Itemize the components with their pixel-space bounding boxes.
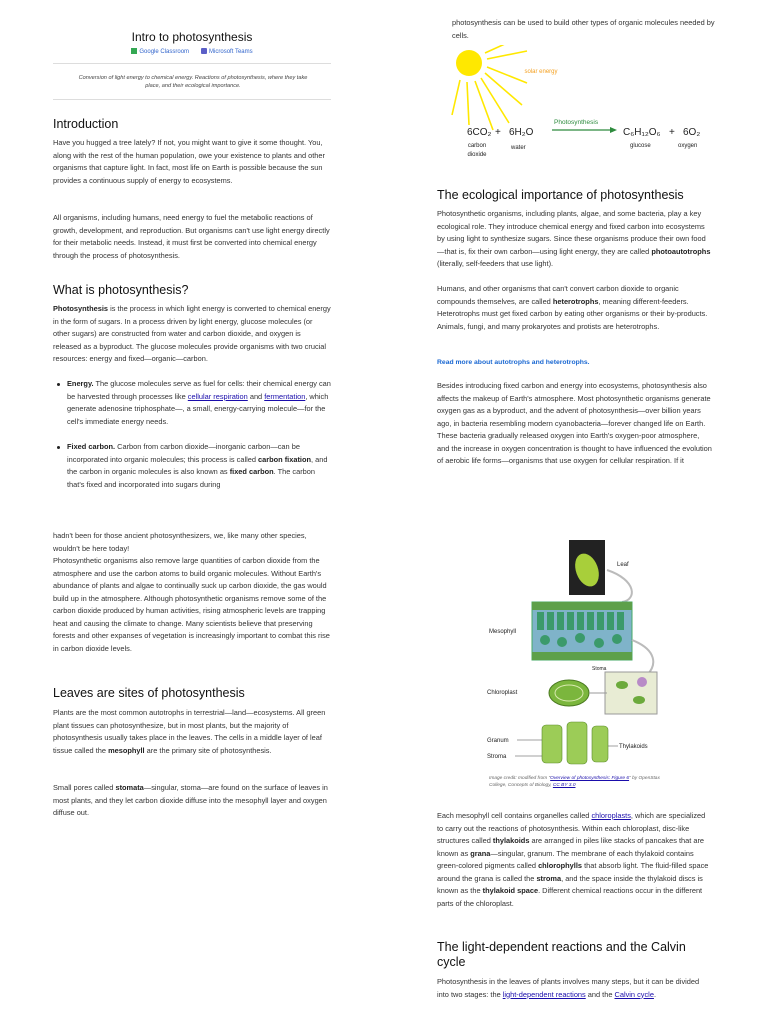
share-bar — [53, 48, 331, 55]
list-item-fixed-carbon — [53, 441, 331, 491]
section-heading-ecological-importance: The ecological importance of photosynthesis — [437, 188, 684, 202]
list-item-energy — [53, 378, 331, 428]
leaf-label: Leaf — [617, 562, 629, 568]
text: Each mesophyll cell contains organelles called — [437, 811, 592, 820]
summary-caption: Conversion of light energy to chemical energy. Reactions of photosynthesis, where they take place, and their ecological importance. — [78, 75, 308, 89]
water-label: water — [511, 145, 526, 151]
cell-chloroplast — [633, 696, 645, 704]
glucose-label: glucose — [630, 143, 651, 149]
text: . Different chemical reactions occur in the different parts of the chloroplast. — [437, 886, 703, 908]
license-link[interactable]: CC BY 3.0 — [552, 783, 576, 788]
microsoft-teams-link[interactable] — [201, 48, 253, 55]
text: The glucose molecules serve as fuel for cells: their chemical energy can be harvested through processes like — [67, 379, 331, 401]
term: carbon fixation — [258, 454, 312, 464]
carbon-dioxide-label: carbon dioxide — [467, 143, 487, 158]
text: , which generate adenosine triphosphate—, a small, energy-carrying molecule—for the cell's immediate energy needs. — [67, 391, 329, 426]
text: Carbon from carbon dioxide—inorganic carbon—can be incorporated into organic molecules; this process is called — [67, 442, 300, 464]
microsoft-teams-icon — [201, 48, 207, 54]
text: that absorb light. The fluid-filled space around the grana is called the — [437, 861, 709, 883]
read-more-link[interactable]: Read more about autotrophs and heterotrophs. — [437, 359, 590, 366]
google-classroom-link[interactable] — [131, 48, 189, 55]
co2-formula: 6CO₂ — [467, 127, 492, 138]
stroma-label: Stroma — [487, 754, 507, 760]
solar-energy-label: solar energy — [524, 69, 558, 75]
light-reactions-paragraph — [437, 976, 712, 1001]
text: (literally, self-feeders that use light). — [437, 259, 554, 268]
continued-paragraph: photosynthesis can be used to build other types of organic molecules needed by cells. — [452, 18, 715, 40]
mesophyll-diagram — [532, 602, 632, 660]
granum-label: Granum — [487, 738, 509, 744]
text: . — [653, 989, 656, 999]
oxygen-label: oxygen — [678, 143, 698, 149]
term: chlorophylls — [538, 861, 583, 870]
stoma-label: Stoma — [592, 666, 607, 672]
light-dependent-reactions-link[interactable]: light-dependent reactions — [502, 989, 586, 999]
sun-disc — [456, 50, 482, 76]
text: , and the space inside the thylakoid discs is known as the — [437, 873, 703, 895]
google-classroom-icon — [131, 48, 137, 54]
calvin-cycle-link[interactable]: Calvin cycle — [614, 989, 654, 999]
text: Photosynthesis in the leaves of plants involves many steps, but it can be divided into two stages: the — [437, 977, 700, 999]
text: —singular, granum. The membrane of each thylakoid contains green-colored pigments called — [437, 848, 694, 870]
term: fixed carbon — [229, 467, 274, 476]
text: Image credit: modified from " — [489, 776, 551, 781]
term: Photosynthesis — [53, 304, 109, 313]
zoom-arrow — [607, 570, 632, 602]
text: , which are specialized to carry out the reactions of photosynthesis. Within each chloroplast, disc-like structures called — [437, 811, 706, 845]
stomata-paragraph — [53, 782, 331, 820]
term: stomata — [115, 783, 144, 792]
definition-paragraph — [53, 303, 331, 366]
cell-diagram — [605, 672, 657, 714]
o2-formula: 6O₂ — [683, 127, 701, 138]
plus-sign: + — [669, 127, 675, 138]
cell-chloroplast — [616, 681, 628, 689]
intro-paragraph: All organisms, including humans, need energy to fuel the metabolic reactions of growth, development, and reproduction. But organisms can't use light energy directly for their metabolic needs. Instead, it must first be converted into chemical energy through the process of photosynthesis. — [53, 213, 330, 260]
text: Humans, and other organisms that can't convert carbon dioxide to organic compounds themselves, are called — [437, 284, 679, 306]
grana-stacks — [542, 722, 608, 764]
text: are arranged in piles like stacks of pancakes that are known as — [437, 836, 705, 858]
glucose-formula: C₆H₁₂O₆ — [623, 127, 661, 138]
term: thylakoids — [492, 836, 530, 845]
text: Photosynthetic organisms, including plants, algae, and some bacteria, play a key ecological role. They introduce chemical energy and fixed carbon into ecosystems by using light to synthesize sugars. Since these organisms produce their own food—that is, fix their own carbon—using light energy, they are called — [437, 209, 706, 256]
photosynthesis-equation-figure — [447, 45, 717, 170]
sun-icon — [452, 45, 527, 130]
heterotrophs-paragraph — [437, 283, 712, 333]
image-credit-link[interactable]: Overview of photosynthesis: Figure 6 — [550, 776, 630, 781]
intro-paragraph: Have you hugged a tree lately? If not, you might want to give it some thought. You, along with the rest of the human population, owe your existence to plants and other organisms that capture light. In fact, most life on Earth is possible because the sun provides a continuous supply of energy to ecosystems. — [53, 138, 325, 185]
text: Small pores called — [53, 783, 116, 792]
term: mesophyll — [108, 745, 145, 755]
photoautotrophs-paragraph — [437, 208, 712, 271]
text: , meaning different-feeders. Heterotrophs must get fixed carbon by eating other organisms or their by-products. Animals, fungi, and many prokaryotes and protists are heterotrophs. — [437, 296, 708, 331]
section-heading-light-reactions: The light-dependent reactions and the Calvin cycle — [437, 940, 686, 969]
section-heading-leaves: Leaves are sites of photosynthesis — [53, 686, 245, 700]
leaves-paragraph — [53, 707, 331, 757]
divider — [53, 99, 331, 100]
google-classroom-label: Google Classroom — [139, 49, 190, 55]
thylakoids-label: Thylakoids — [619, 744, 648, 750]
cellular-respiration-link[interactable]: cellular respiration — [187, 391, 248, 401]
text: —singular, stoma—are found on the surface of leaves in most plants, and they let carbon dioxide diffuse into the mesophyll layer and oxygen diffuse out. — [53, 783, 328, 817]
text: . The carbon that's fixed and incorporated into sugars during — [67, 467, 315, 489]
term: heterotrophs — [552, 296, 599, 306]
chloroplast-paragraph — [437, 810, 712, 910]
upper-epidermis — [532, 602, 632, 610]
resource-list — [53, 378, 331, 491]
reaction-arrow-head — [610, 127, 617, 133]
text: are the primary site of photosynthesis. — [144, 745, 272, 755]
photosynthesis-arrow-label: Photosynthesis — [554, 119, 599, 126]
term: thylakoid space — [482, 886, 539, 895]
divider — [53, 63, 331, 64]
leaf-structure-figure — [487, 530, 677, 788]
carbon-dioxide-paragraph: Photosynthetic organisms also remove large quantities of carbon dioxide from the atmosphere and use the carbon atoms to build organic molecules. Without Earth's abundance of plants and algae to continually suck up carbon dioxide, the gas would build up in the atmosphere. Although photosynthetic organisms remove some of the carbon dioxide produced by human activities, rising atmospheric levels are trapping heat and causing the climate to change. Many scientists believe that preserving forests and other expanses of vegetation is increasingly important to combat this rise in carbon dioxide levels. — [53, 556, 330, 653]
plus-sign: + — [495, 127, 501, 138]
cell-nucleus — [637, 677, 647, 687]
section-heading-what-is-photosynthesis: What is photosynthesis? — [53, 283, 189, 297]
carbon-dioxide-label-box — [459, 142, 495, 164]
lower-epidermis — [532, 652, 632, 660]
atmosphere-paragraph: Besides introducing fixed carbon and energy into ecosystems, photosynthesis also affects the makeup of Earth's atmosphere. Most photosynthetic organisms generate oxygen gas as a byproduct, and the advent of photosynthesis—over billion years ago, in bacteria resembling modern cyanobacteria—forever changed life on Earth. These bacteria gradually released oxygen into Earth's oxygen-poor atmosphere, and the increase in oxygen concentration is thought to have influenced the evolution of aerobic life forms—organisms that use oxygen for cellular respiration. If it — [437, 381, 712, 465]
fermentation-link[interactable]: fermentation — [264, 391, 306, 401]
term: Energy. — [67, 379, 94, 388]
microsoft-teams-label: Microsoft Teams — [209, 49, 253, 55]
term: photoautotrophs — [651, 246, 711, 256]
h2o-formula: 6H₂O — [509, 127, 534, 138]
image-credit — [489, 775, 669, 789]
chloroplast-label: Chloroplast — [487, 690, 518, 696]
text: is the process in which light energy is converted to chemical energy in the form of sugars. In a process driven by light energy, glucose molecules (or other sugars) are constructed from water and carbon dioxide, and oxygen is released as a byproduct. The glucose molecules provide organisms with two crucial resources: energy and fixed—organic—carbon. — [53, 304, 331, 363]
text: and the — [585, 989, 615, 999]
term: stroma — [536, 873, 562, 883]
text: Plants are the most common autotrophs in terrestrial—land—ecosystems. All green plant tissues can photosynthesize, but in most plants, but the majority of photosynthesis usually takes place in the leaves. The cells in a middle layer of leaf tissue called the — [53, 708, 326, 755]
zoom-arrow — [632, 640, 653, 675]
term: grana — [470, 848, 491, 858]
text: , and the carbon in organic molecules is also known as — [67, 454, 328, 476]
section-heading-introduction: Introduction — [53, 117, 119, 131]
page-title: Intro to photosynthesis — [131, 30, 253, 44]
text: " by OpenStax College, Concepts of Biology, — [489, 776, 660, 788]
continued-paragraph: hadn't been for those ancient photosynthesizers, we, like many other species, wouldn't be here today! — [53, 531, 307, 553]
mesophyll-label: Mesophyll — [489, 629, 517, 635]
text: and — [247, 391, 265, 401]
chloroplasts-link[interactable]: chloroplasts — [591, 811, 631, 820]
term: Fixed carbon. — [67, 442, 116, 451]
